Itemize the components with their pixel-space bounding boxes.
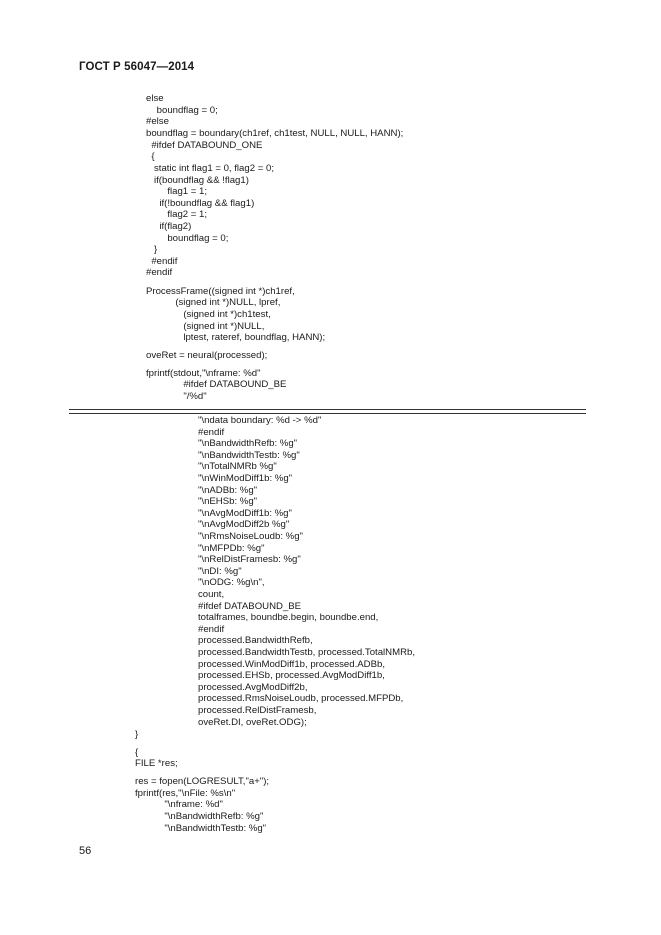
- code-line: if(!boundflag && flag1): [146, 198, 255, 209]
- code-line: "\nBandwidthRefb: %g": [135, 811, 264, 822]
- code-line: boundflag = boundary(ch1ref, ch1test, NULL, NULL, HANN);: [146, 128, 404, 139]
- code-line: flag1 = 1;: [146, 186, 208, 197]
- code-line: processed.WinModDiff1b, processed.ADBb,: [198, 659, 385, 670]
- code-line: ProcessFrame((signed int *)ch1ref,: [146, 286, 295, 297]
- code-line: "\nTotalNMRb %g": [198, 461, 277, 472]
- code-line: "\nframe: %d": [135, 799, 223, 810]
- code-line: fprintf(stdout,"\nframe: %d": [146, 368, 261, 379]
- code-line: if(flag2): [146, 221, 192, 232]
- code-line: res = fopen(LOGRESULT,"a+");: [135, 776, 270, 787]
- standard-title: ГОСТ Р 56047—2014: [79, 61, 195, 73]
- code-line: oveRet.DI, oveRet.ODG);: [198, 717, 307, 728]
- code-line: "\nAvgModDiff2b %g": [198, 519, 290, 530]
- code-line: flag2 = 1;: [146, 209, 208, 220]
- code-line: "\nRmsNoiseLoudb: %g": [198, 531, 303, 542]
- code-line: #ifdef DATABOUND_BE: [146, 379, 287, 390]
- code-line: processed.EHSb, processed.AvgModDiff1b,: [198, 670, 385, 681]
- code-line: fprintf(res,"\nFile: %s\n": [135, 788, 236, 799]
- code-line: "\nBandwidthRefb: %g": [198, 438, 298, 449]
- code-line: "\nDI: %g": [198, 566, 242, 577]
- code-line: (signed int *)NULL, lpref,: [146, 297, 281, 308]
- code-line: "\nEHSb: %g": [198, 496, 258, 507]
- code-line: oveRet = neural(processed);: [146, 350, 268, 361]
- code-line: "\nBandwidthTestb: %g": [135, 823, 267, 834]
- code-line: (signed int *)ch1test,: [146, 309, 271, 320]
- code-line: }: [146, 244, 158, 255]
- code-line: count,: [198, 589, 225, 600]
- code-line: processed.RelDistFramesb,: [198, 705, 317, 716]
- code-line: "\nODG: %g\n",: [198, 577, 265, 588]
- code-line: "\nWinModDiff1b: %g": [198, 473, 293, 484]
- code-line: processed.RmsNoiseLoudb, processed.MFPDb,: [198, 693, 404, 704]
- code-line: totalframes, boundbe.begin, boundbe.end,: [198, 612, 379, 623]
- code-line: "\nADBb: %g": [198, 485, 258, 496]
- code-line: "\nBandwidthTestb: %g": [198, 450, 300, 461]
- code-line: "\nMFPDb: %g": [198, 543, 265, 554]
- code-line: if(boundflag && !flag1): [146, 175, 249, 186]
- code-line: else: [146, 93, 164, 104]
- code-line: "\nRelDistFramesb: %g": [198, 554, 301, 565]
- code-line: #endif: [146, 256, 178, 267]
- page-break-divider-top: [69, 409, 586, 410]
- page-number: 56: [79, 845, 92, 857]
- code-line: processed.BandwidthRefb,: [198, 635, 313, 646]
- code-line: FILE *res;: [135, 758, 178, 769]
- code-line: #ifdef DATABOUND_BE: [198, 601, 302, 612]
- code-line: #ifdef DATABOUND_ONE: [146, 140, 263, 151]
- code-line: {: [135, 747, 139, 758]
- code-line: #endif: [146, 267, 173, 278]
- code-line: processed.BandwidthTestb, processed.TotalNMRb,: [198, 647, 416, 658]
- code-line: boundflag = 0;: [146, 105, 218, 116]
- page-break-divider-bottom: [69, 413, 586, 414]
- code-line: boundflag = 0;: [146, 233, 229, 244]
- code-line: #endif: [198, 427, 225, 438]
- code-line: #endif: [198, 624, 225, 635]
- code-line: "/%d": [146, 391, 207, 402]
- code-line: lptest, rateref, boundflag, HANN);: [146, 332, 326, 343]
- code-line: }: [135, 729, 139, 740]
- code-line: "\ndata boundary: %d -> %d": [198, 415, 322, 426]
- code-line: processed.AvgModDiff2b,: [198, 682, 308, 693]
- code-line: static int flag1 = 0, flag2 = 0;: [146, 163, 274, 174]
- code-line: (signed int *)NULL,: [146, 321, 265, 332]
- code-line: #else: [146, 116, 169, 127]
- code-line: "\nAvgModDiff1b: %g": [198, 508, 292, 519]
- code-line: {: [146, 151, 155, 162]
